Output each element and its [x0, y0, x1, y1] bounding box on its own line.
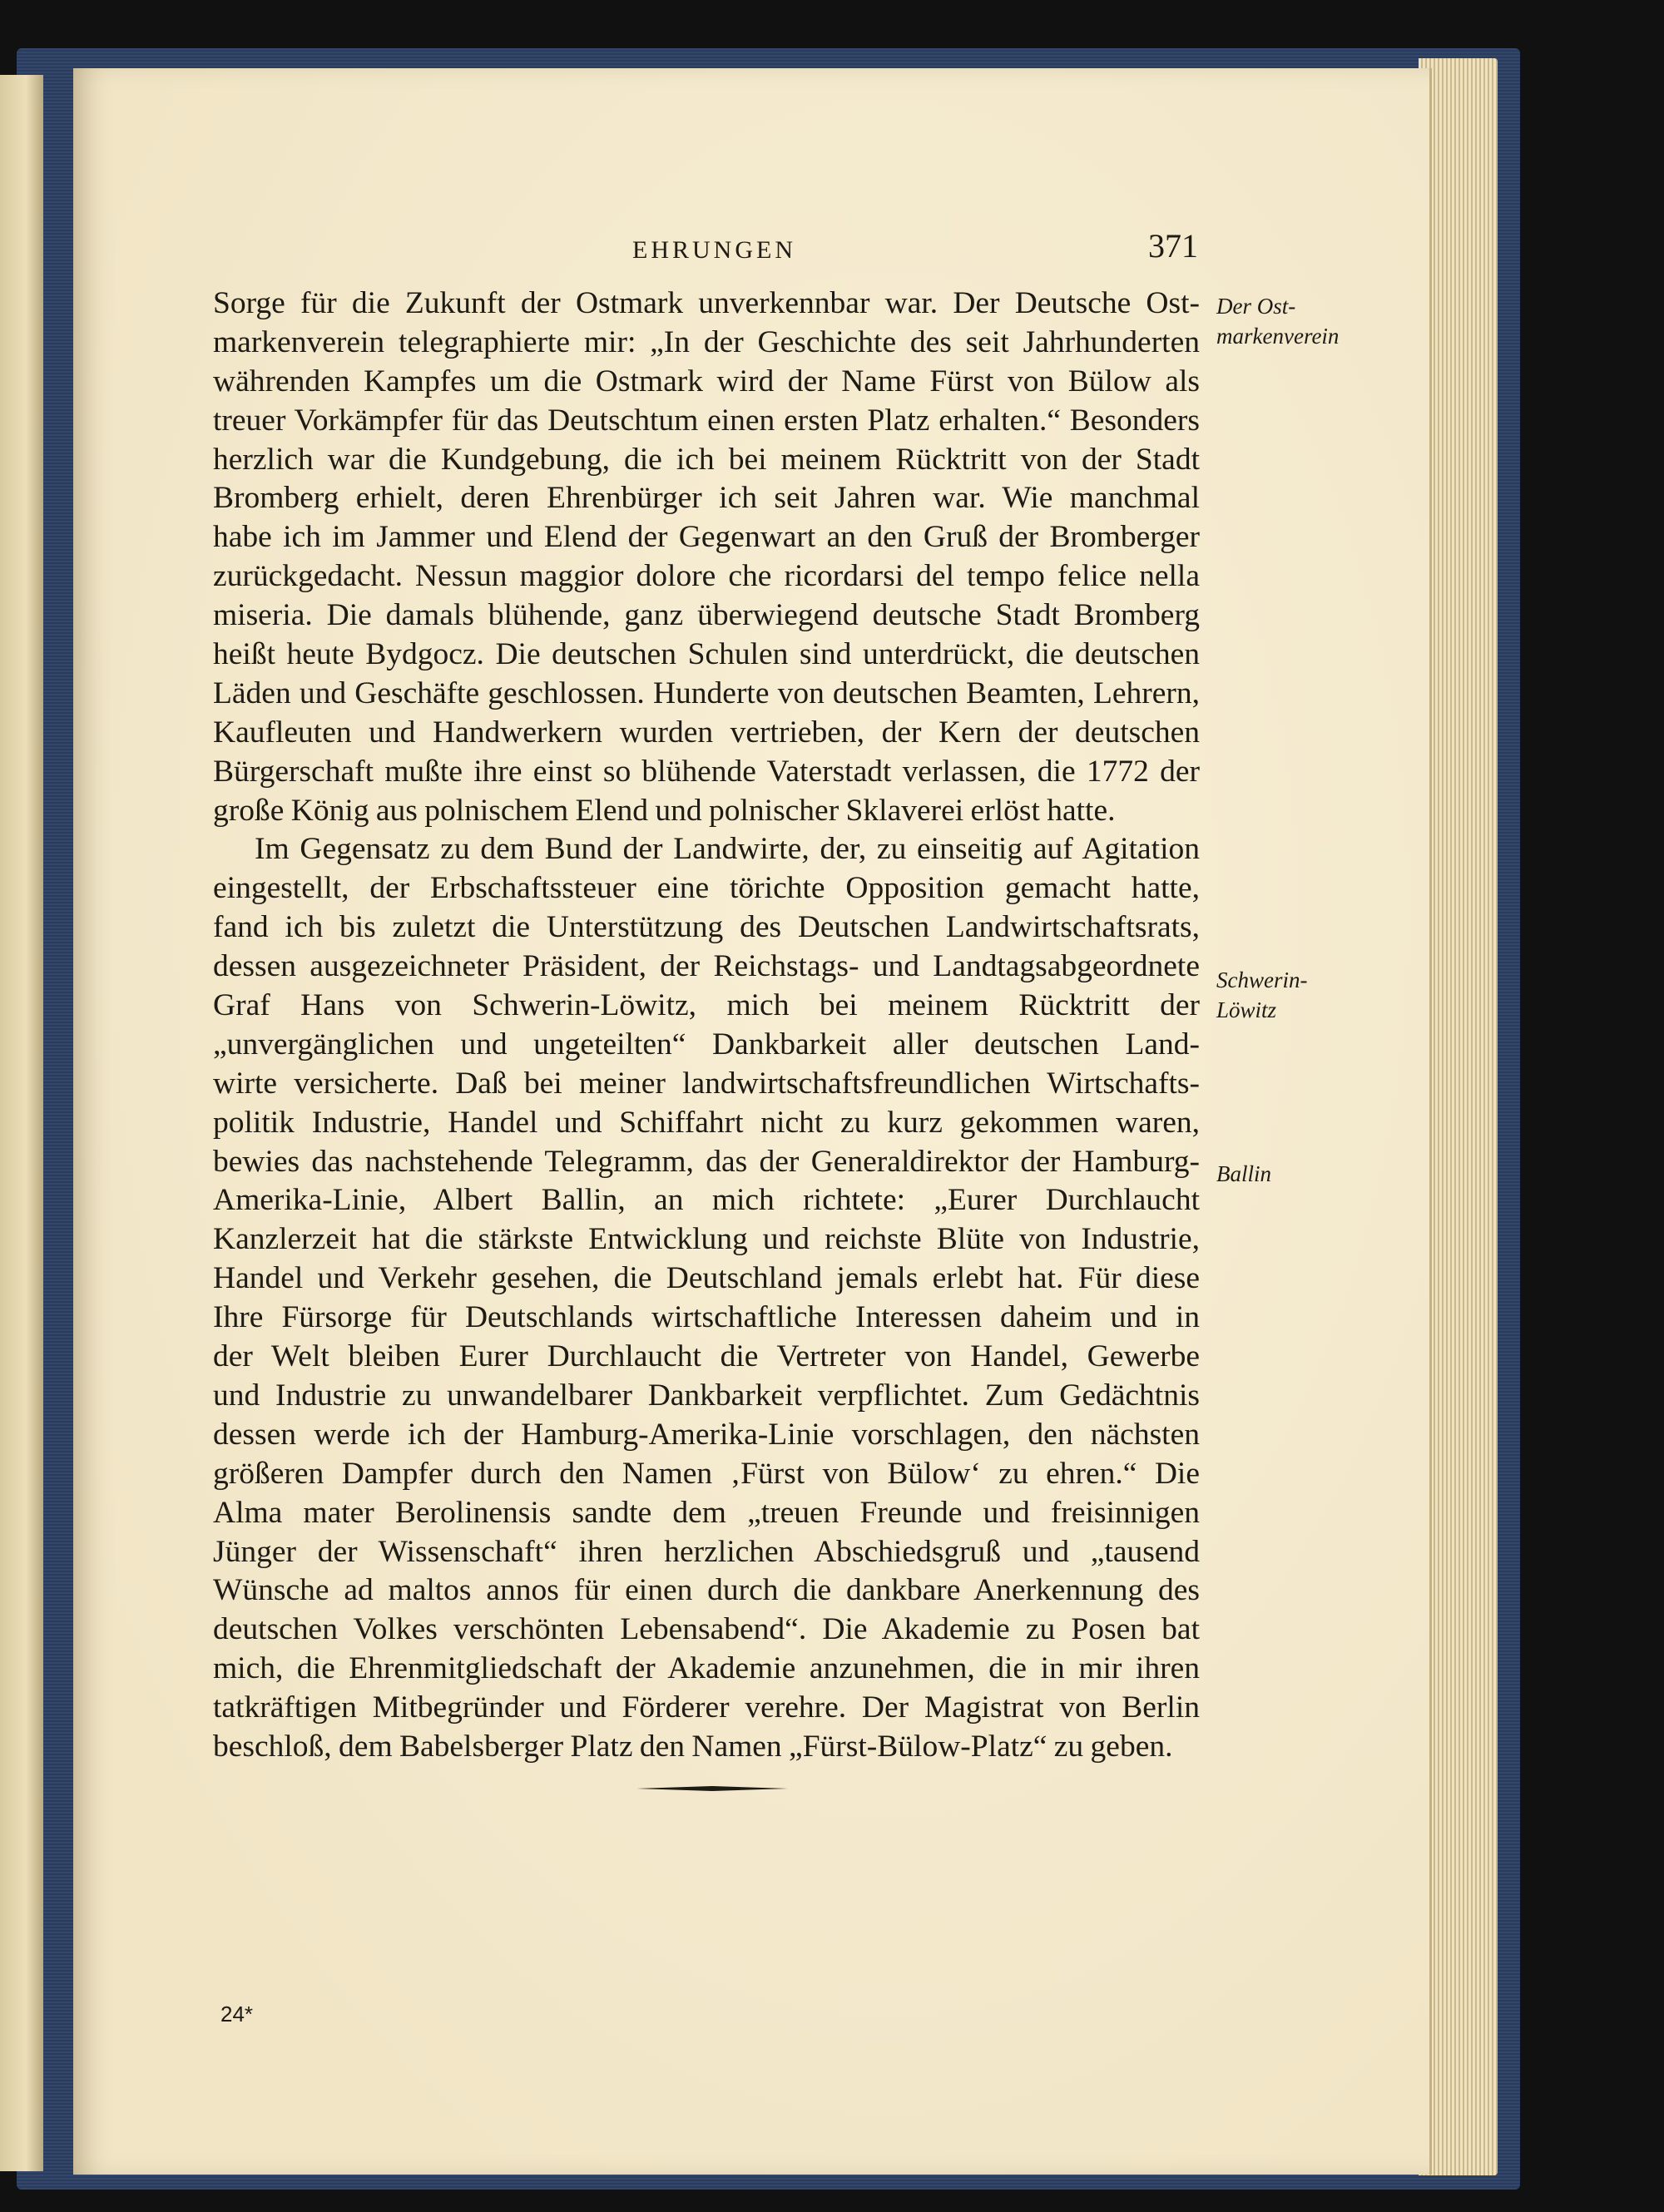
- text-line: und Industrie zu unwandelbarer Dankbarkeit verpflichtet. Zum Gedächtnis: [213, 1378, 1200, 1413]
- margin-note-ballin: [1216, 1159, 1271, 1189]
- text-line: Sorge für die Zukunft der Ostmark unverkennbar war. Der Deutsche Ost-: [213, 286, 1200, 320]
- text-line: Im Gegensatz zu dem Bund der Landwirte, der, zu einseitig auf Agitation: [255, 832, 1200, 867]
- text-line: Kaufleuten und Handwerkern wurden vertrieben, der Kern der deutschen: [213, 715, 1200, 750]
- margin-note-line: markenverein: [1216, 324, 1340, 349]
- text-line: treuer Vorkämpfer für das Deutschtum einen ersten Platz erhalten.“ Besonders: [213, 403, 1200, 438]
- margin-note-ostmarkenverein: [1216, 291, 1339, 351]
- text-line: Kanzlerzeit hat die stärkste Entwicklung und reichste Blüte von Industrie,: [213, 1222, 1200, 1257]
- text-line: eingestellt, der Erbschaftssteuer eine törichte Opposition gemacht hatte,: [213, 871, 1200, 906]
- text-line: der Welt bleiben Eurer Durchlaucht die Vertreter von Handel, Gewerbe: [213, 1339, 1200, 1374]
- ornament-rule: [636, 1786, 788, 1791]
- text-line: Läden und Geschäfte geschlossen. Hunderte von deutschen Beamten, Lehrern,: [213, 675, 1200, 710]
- text-line: größeren Dampfer durch den Namen ‚Fürst von Bülow‘ zu ehren.“ Die: [213, 1456, 1200, 1491]
- text-line: mich, die Ehrenmitgliedschaft der Akademie anzunehmen, die in mir ihren: [213, 1651, 1200, 1686]
- margin-note-line: Schwerin-: [1216, 967, 1308, 992]
- text-line: wirte versicherte. Daß bei meiner landwirtschaftsfreundlichen Wirtschafts-: [213, 1066, 1200, 1101]
- text-line: Alma mater Berolinensis sandte dem „treuen Freunde und freisinnigen: [213, 1495, 1200, 1530]
- text-line: währenden Kampfes um die Ostmark wird der Name Fürst von Bülow als: [213, 364, 1200, 398]
- text-line: Ihre Fürsorge für Deutschlands wirtschaftliche Interessen daheim und in: [213, 1300, 1200, 1335]
- running-head: EHRUNGEN: [632, 236, 796, 264]
- text-line: politik Industrie, Handel und Schiffahrt nicht zu kurz gekommen waren,: [213, 1105, 1200, 1140]
- text-line: Bürgerschaft mußte ihre einst so blühende Vaterstadt verlassen, die 1772 der: [213, 754, 1200, 789]
- text-line: bewies das nachstehende Telegramm, das der Generaldirektor der Hamburg-: [213, 1144, 1200, 1179]
- page-number: 371: [1148, 227, 1198, 265]
- text-line: deutschen Volkes verschönten Lebensabend“. Die Akademie zu Posen bat: [213, 1612, 1200, 1647]
- text-line: Amerika-Linie, Albert Ballin, an mich richtete: „Eurer Durchlaucht: [213, 1183, 1200, 1218]
- text-line: Wünsche ad maltos annos für einen durch die dankbare Anerkennung des: [213, 1573, 1200, 1608]
- signature-mark: 24*: [220, 2002, 254, 2026]
- text-line: markenverein telegraphierte mir: „In der Geschichte des seit Jahrhunderten: [213, 324, 1200, 359]
- text-line: Graf Hans von Schwerin-Löwitz, mich bei meinem Rücktritt der: [213, 988, 1200, 1023]
- margin-note-schwerin-loewitz: [1216, 965, 1307, 1025]
- text-line: Bromberg erhielt, deren Ehrenbürger ich seit Jahren war. Wie manchmal: [213, 481, 1200, 516]
- text-line: tatkräftigen Mitbegründer und Förderer verehre. Der Magistrat von Berlin: [213, 1690, 1200, 1725]
- text-line: Jünger der Wissenschaft“ ihren herzlichen Abschiedsgruß und „tausend: [213, 1534, 1200, 1569]
- margin-note-line: Löwitz: [1216, 997, 1277, 1022]
- text-line: Handel und Verkehr gesehen, die Deutschland jemals erlebt hat. Für diese: [213, 1261, 1200, 1296]
- body-text: [213, 285, 1200, 1767]
- text-line: miseria. Die damals blühende, ganz überwiegend deutsche Stadt Bromberg: [213, 598, 1200, 633]
- text-line: dessen werde ich der Hamburg-Amerika-Linie vorschlagen, den nächsten: [213, 1417, 1200, 1452]
- text-line: beschloß, dem Babelsberger Platz den Namen „Fürst-Bülow-Platz“ zu geben.: [213, 1729, 1173, 1764]
- text-line: herzlich war die Kundgebung, die ich bei meinem Rücktritt von der Stadt: [213, 442, 1200, 477]
- text-line: habe ich im Jammer und Elend der Gegenwart an den Gruß der Bromberger: [213, 520, 1200, 555]
- text-line: heißt heute Bydgocz. Die deutschen Schulen sind unterdrückt, die deutschen: [213, 637, 1200, 672]
- text-line: zurückgedacht. Nessun maggior dolore che ricordarsi del tempo felice nella: [213, 559, 1200, 594]
- text-line: große König aus polnischem Elend und polnischer Sklaverei erlöst hatte.: [213, 793, 1116, 828]
- text-line: „unvergänglichen und ungeteilten“ Dankbarkeit aller deutschen Land-: [213, 1027, 1200, 1061]
- left-page-edge: [0, 75, 43, 2171]
- margin-note-line: Der Ost-: [1216, 294, 1296, 319]
- text-line: fand ich bis zuletzt die Unterstützung des Deutschen Landwirtschaftsrats,: [213, 910, 1200, 945]
- margin-note-line: Ballin: [1216, 1161, 1271, 1186]
- text-line: dessen ausgezeichneter Präsident, der Reichstags- und Landtagsabgeordnete: [213, 949, 1200, 984]
- page-edge-line: [1429, 68, 1432, 2175]
